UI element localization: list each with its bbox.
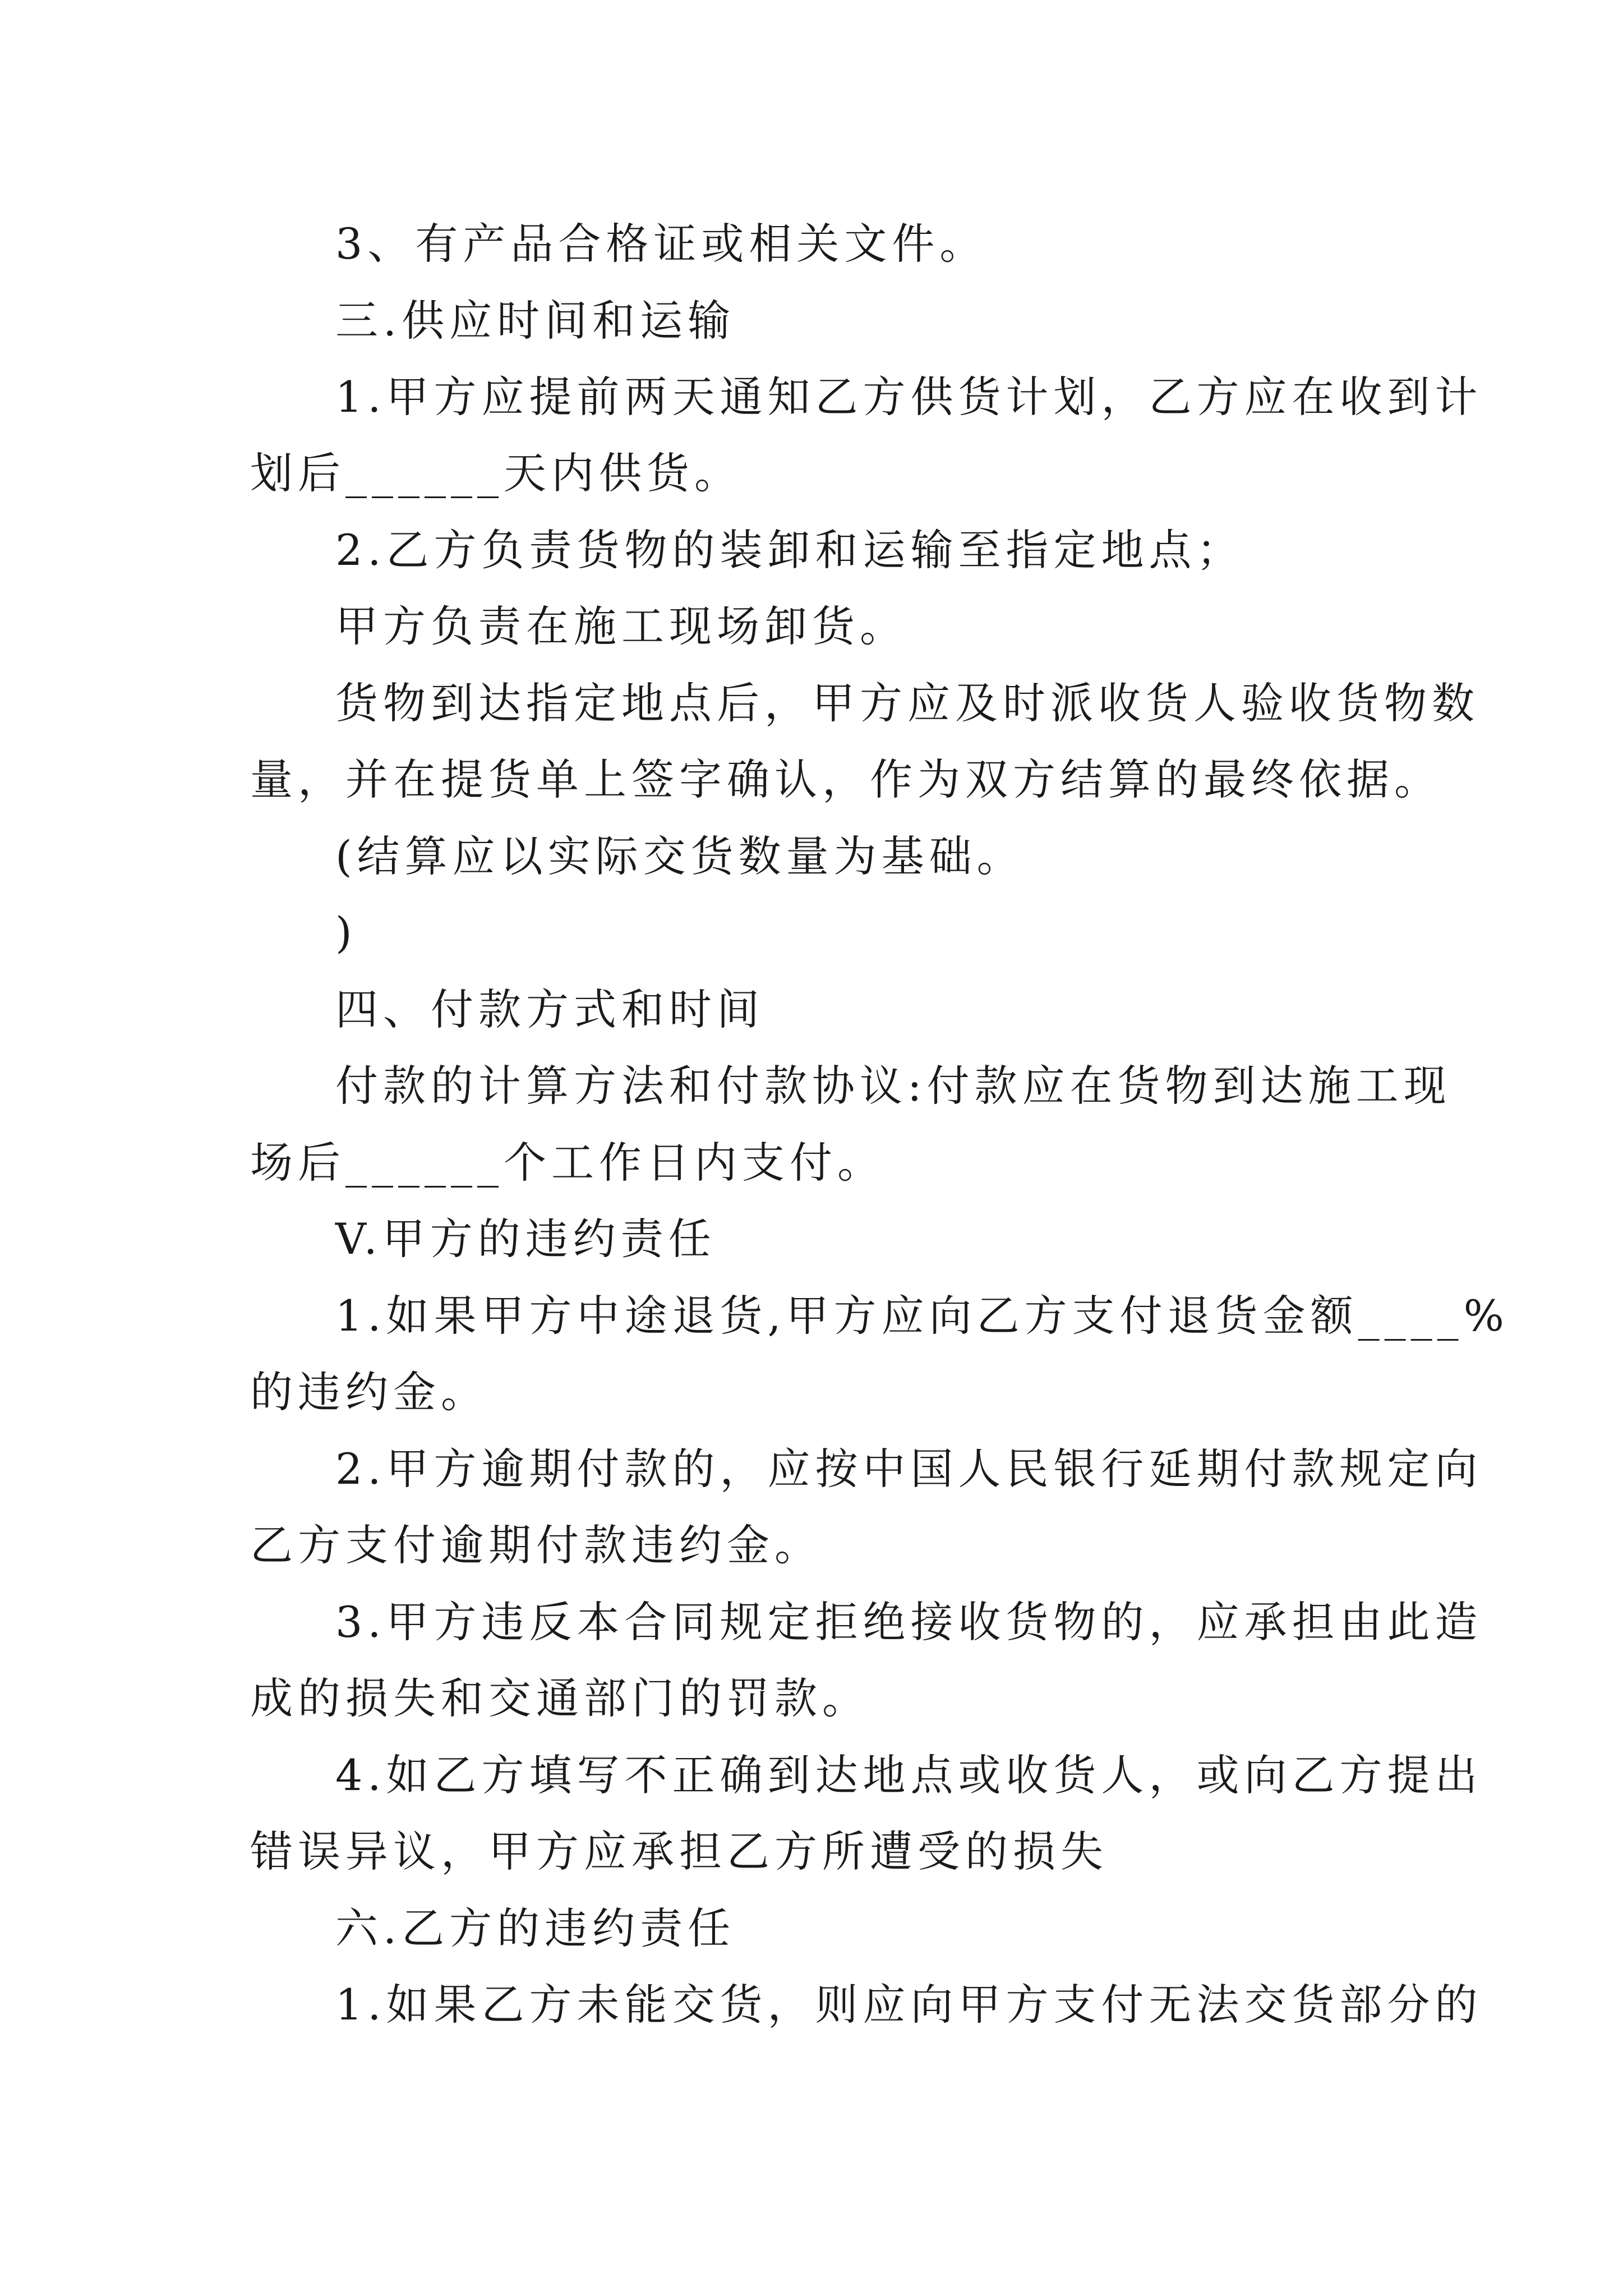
paragraph-line: 成的损失和交通部门的罚款。 [250,1673,870,1723]
paragraph-line: 付款的计算方法和付款协议:付款应在货物到达施工现 [335,1061,1451,1111]
paragraph-line: 3.甲方违反本合同规定拒绝接收货物的，应承担由此造 [335,1597,1483,1647]
section-heading: 四、付款方式和时间 [335,984,764,1034]
paragraph-line: 货物到达指定地点后，甲方应及时派收货人验收货物数 [335,678,1479,728]
paragraph-line: 3、有产品合格证或相关文件。 [335,219,988,269]
paragraph-line: 划后______天内供货。 [250,448,742,498]
paragraph-line: 2.甲方逾期付款的，应按中国人民银行延期付款规定向 [335,1444,1483,1494]
paragraph-line: 乙方支付逾期付款违约金。 [250,1520,822,1570]
paragraph-line: (结算应以实际交货数量为基础。 [335,831,1025,881]
paragraph-line: 1.如果乙方未能交货，则应向甲方支付无法交货部分的 [335,1980,1483,2030]
paragraph-line: 甲方负责在施工现场卸货。 [335,601,907,651]
paragraph-line: 错误异议，甲方应承担乙方所遭受的损失 [250,1826,1108,1876]
paragraph-line: 量，并在提货单上签字确认，作为双方结算的最终依据。 [250,754,1442,804]
paragraph-line: 4.如乙方填写不正确到达地点或收货人，或向乙方提出 [335,1750,1483,1800]
paragraph-line: 1.甲方应提前两天通知乙方供货计划，乙方应在收到计 [335,372,1483,422]
section-heading: 六.乙方的违约责任 [335,1903,736,1953]
section-heading: V.甲方的违约责任 [335,1214,716,1264]
paragraph-line: 1.如果甲方中途退货,甲方应向乙方支付退货金额____% [335,1291,1509,1341]
paragraph-line: 2.乙方负责货物的装卸和运输至指定地点； [335,525,1244,575]
section-heading: 三.供应时间和运输 [335,296,736,346]
paragraph-line: 的违约金。 [250,1367,488,1417]
paragraph-line: 场后______个工作日内支付。 [250,1138,885,1188]
paragraph-line: ) [335,908,357,958]
